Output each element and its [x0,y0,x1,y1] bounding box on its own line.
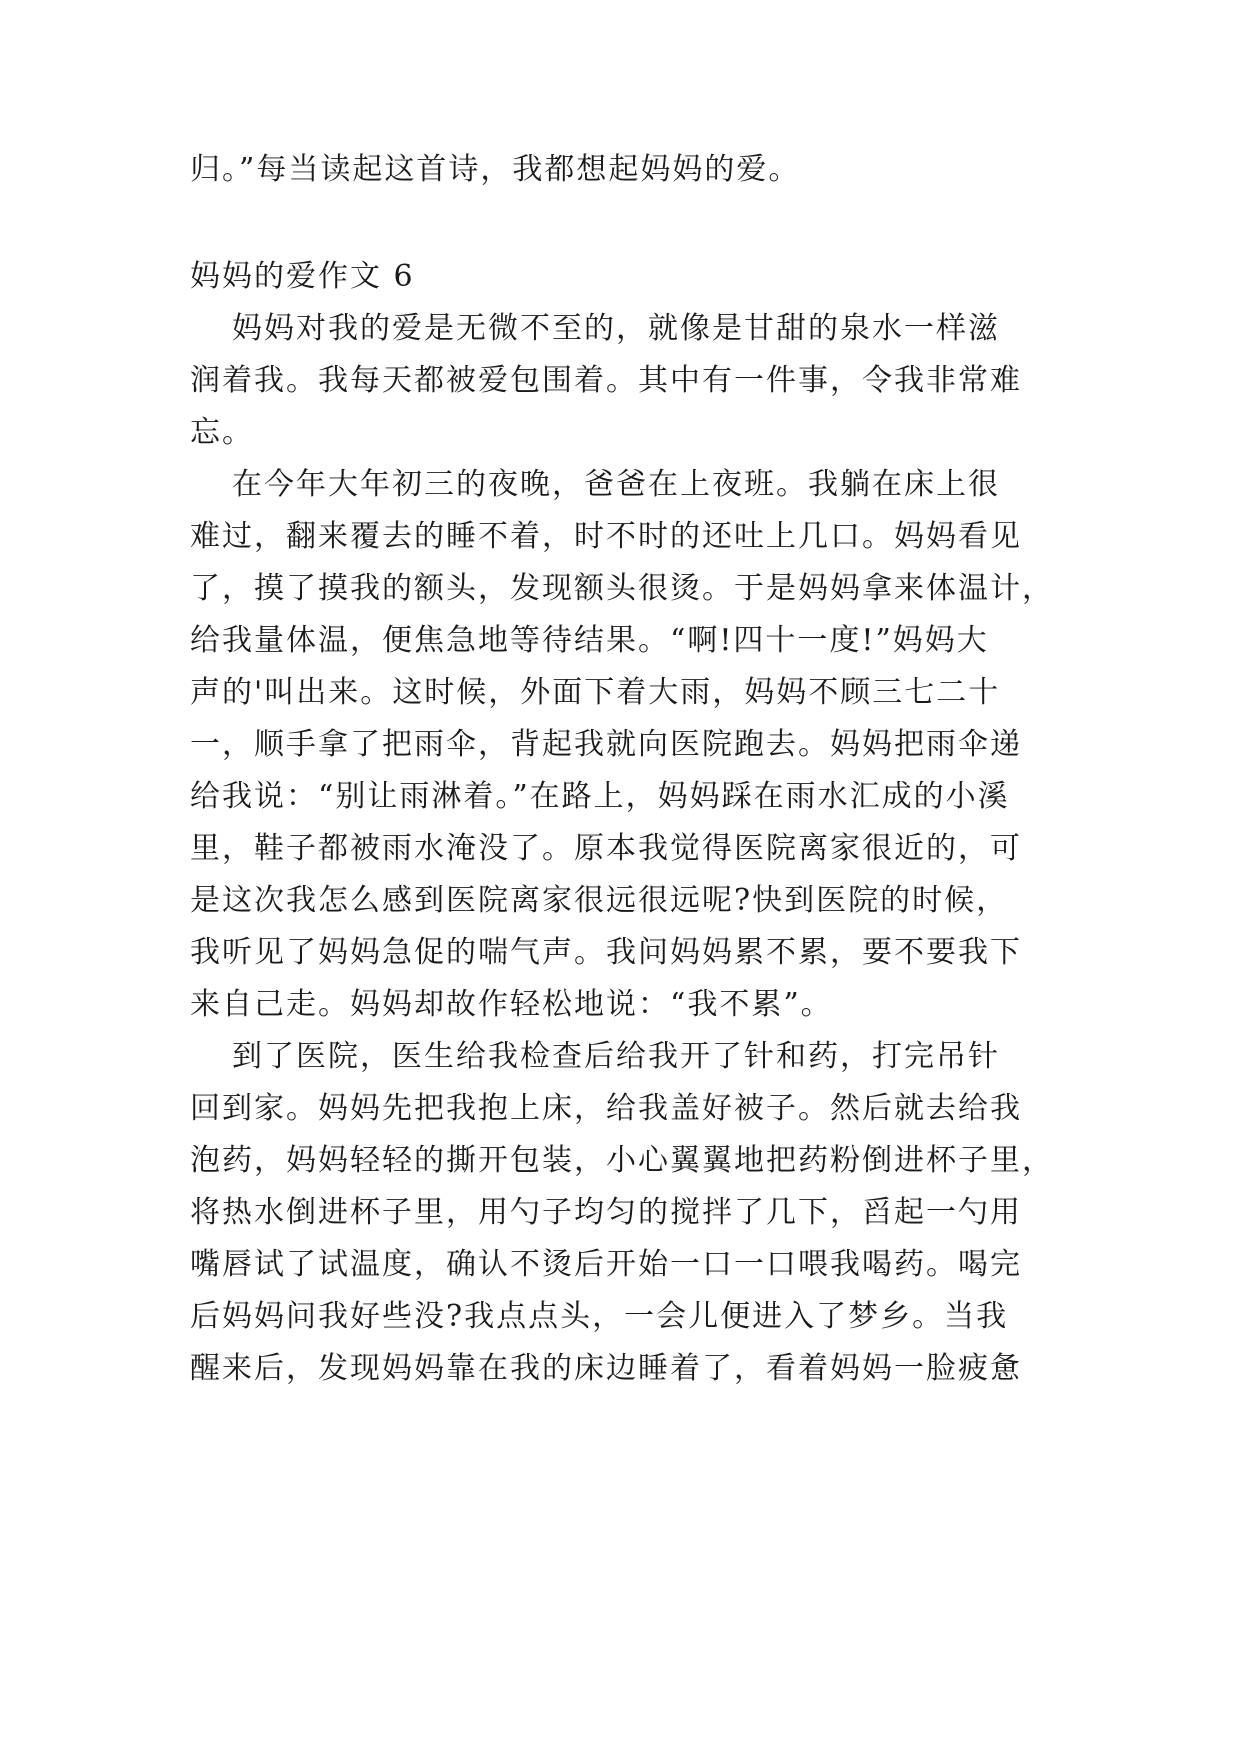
paragraph-line: 嘴唇试了试温度，确认不烫后开始一口一口喂我喝药。喝完 [190,1247,1022,1282]
paragraph-line: 给我说：“别让雨淋着。”在路上，妈妈踩在雨水汇成的小溪 [190,779,1010,814]
paragraph-line: 醒来后，发现妈妈靠在我的床边睡着了，看着妈妈一脸疲惫 [190,1351,1022,1386]
paragraph-line: 泡药，妈妈轻轻的撕开包装，小心翼翼地把药粉倒进杯子里， [190,1143,1054,1178]
paragraph-line: 给我量体温，便焦急地等待结果。“啊!四十一度!”妈妈大 [190,623,989,658]
paragraph-line: 了，摸了摸我的额头，发现额头很烫。于是妈妈拿来体温计， [190,571,1054,606]
paragraph-line: 到了医院，医生给我检查后给我开了针和药，打完吊针 [232,1039,1000,1074]
paragraph-line: 后妈妈问我好些没?我点点头，一会儿便进入了梦乡。当我 [190,1299,1009,1334]
paragraph-line: 是这次我怎么感到医院离家很远很远呢?快到医院的时候， [190,883,1009,918]
paragraph-line: 润着我。我每天都被爱包围着。其中有一件事，令我非常难 [190,363,1022,398]
continuation-line: 归。”每当读起这首诗，我都想起妈妈的爱。 [190,152,801,187]
paragraph-line: 妈妈对我的爱是无微不至的，就像是甘甜的泉水一样滋 [232,311,1000,346]
paragraph-line: 忘。 [190,415,254,450]
paragraph-line: 声的'叫出来。这时候，外面下着大雨，妈妈不顾三七二十 [190,675,1001,710]
paragraph-line: 里，鞋子都被雨水淹没了。原本我觉得医院离家很近的，可 [190,831,1022,866]
paragraph-line: 我听见了妈妈急促的喘气声。我问妈妈累不累，要不要我下 [190,935,1022,970]
paragraph-line: 来自己走。妈妈却故作轻松地说：“我不累”。 [190,987,833,1022]
section-title: 妈妈的爱作文 6 [190,259,415,294]
paragraph-line: 在今年大年初三的夜晚，爸爸在上夜班。我躺在床上很 [232,467,1000,502]
paragraph-line: 难过，翻来覆去的睡不着，时不时的还吐上几口。妈妈看见 [190,519,1022,554]
paragraph-line: 一，顺手拿了把雨伞，背起我就向医院跑去。妈妈把雨伞递 [190,727,1022,762]
paragraph-line: 回到家。妈妈先把我抱上床，给我盖好被子。然后就去给我 [190,1091,1022,1126]
paragraph-line: 将热水倒进杯子里，用勺子均匀的搅拌了几下，舀起一勺用 [190,1195,1022,1230]
